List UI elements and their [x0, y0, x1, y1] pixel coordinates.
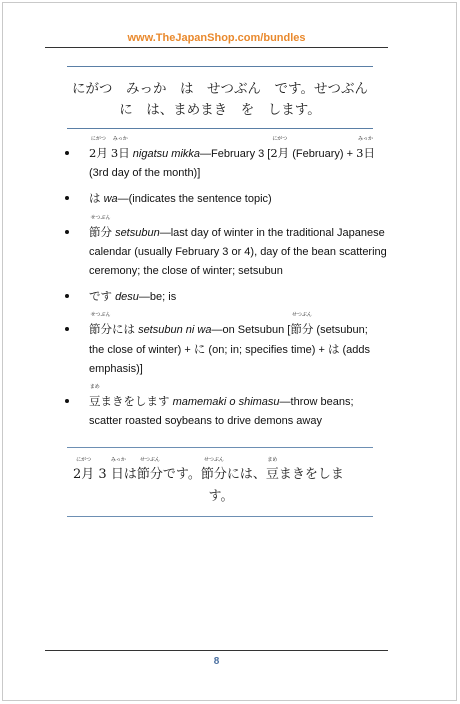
header-url[interactable]: www.TheJapanShop.com/bundles	[127, 32, 306, 44]
definition-text: calendar (usually February 3 or 4), day of the bean scattering	[89, 246, 387, 258]
furigana-reading: せつぶん	[203, 457, 224, 463]
definition-text: (February) +	[289, 148, 357, 160]
bullet-dot	[65, 230, 69, 234]
list-item-text	[89, 136, 389, 183]
definition-text: —(indicates the sentence topic)	[117, 193, 272, 205]
sentence-text: 豆	[265, 467, 279, 482]
definition-text: ceremony; the close of winter; setsubun	[89, 265, 283, 277]
furigana-reading: せつぶん	[291, 312, 312, 318]
sentence-text: 3	[98, 467, 107, 482]
furigana-reading: みっか	[358, 136, 374, 142]
definition-text: scatter roasted soybeans to drive demons away	[89, 415, 322, 427]
sentence-text: には、	[226, 467, 266, 482]
sentence-text: 節分	[200, 467, 227, 482]
title-line-1: にがつ みっか は せつぶん です。せつぶん	[72, 81, 368, 97]
definition-text: (setsubun;	[313, 324, 368, 336]
term-romaji: setsubun ni wa	[138, 324, 212, 336]
footer-rule	[45, 650, 388, 651]
definition-text: —on Setsubun [	[211, 324, 291, 336]
term-japanese: は	[89, 191, 101, 205]
list-item-text	[89, 189, 389, 209]
bottom-box-bottom-rule	[67, 516, 373, 517]
definition-text: —February 3 [	[200, 148, 271, 160]
example-sentence-line-1	[73, 457, 369, 485]
term-romaji: mamemaki o shimasu	[172, 396, 280, 408]
term-romaji: desu	[115, 291, 139, 303]
furigana-reading: みっか	[110, 457, 126, 463]
furigana-word	[270, 136, 290, 163]
example-sentence-line-2: す。	[208, 489, 234, 504]
furigana-reading: まめ	[89, 384, 100, 390]
list-item-text	[89, 312, 389, 379]
definition-text: the close of winter) +	[89, 344, 194, 356]
list-item-text	[89, 215, 389, 281]
furigana-reading: にがつ	[76, 457, 92, 463]
bullet-dot	[65, 151, 69, 155]
header-rule	[45, 47, 388, 48]
definition-text: emphasis)]	[89, 363, 143, 375]
definition-text: (on; in; specifies time) +	[205, 344, 328, 356]
bullet-dot	[65, 196, 69, 200]
bullet-dot	[65, 294, 69, 298]
furigana-word	[356, 136, 375, 163]
furigana-reading: せつぶん	[90, 312, 111, 318]
term-romaji: nigatsu mikka	[132, 148, 201, 160]
term-japanese: には	[112, 322, 135, 336]
furigana-word	[136, 457, 163, 485]
term-japanese: まきをします	[100, 394, 170, 408]
term-japanese: 節分	[89, 225, 112, 239]
term-japanese: 3日	[110, 146, 130, 160]
term-japanese: に	[193, 342, 206, 356]
furigana-word	[110, 457, 126, 485]
sentence-text: 日	[110, 467, 124, 482]
definition-text: (3rd day of the month)]	[89, 167, 201, 179]
furigana-word	[265, 457, 279, 485]
furigana-word	[200, 457, 227, 485]
bottom-box-top-rule	[67, 447, 373, 448]
bullet-dot	[65, 399, 69, 403]
sentence-text: 節分	[136, 467, 163, 482]
title-box-bottom-rule	[67, 128, 373, 129]
term-japanese: 2月	[89, 146, 108, 160]
term-japanese: 節分	[89, 322, 112, 336]
furigana-word	[110, 136, 130, 163]
term-japanese: 豆	[89, 394, 101, 408]
definition-text: —throw beans;	[279, 396, 354, 408]
sentence-text: は	[123, 467, 137, 482]
furigana-word	[89, 312, 112, 339]
title-box-top-rule	[67, 66, 373, 67]
list-item-text	[89, 384, 389, 431]
furigana-word	[89, 136, 108, 163]
term-japanese: は	[327, 342, 340, 356]
sentence-text: まきをしま	[278, 467, 344, 482]
document-page	[2, 2, 457, 701]
term-japanese: です	[89, 289, 112, 303]
furigana-word	[73, 457, 95, 485]
furigana-reading: せつぶん	[90, 215, 111, 221]
sentence-text: です。	[162, 467, 201, 482]
term-japanese: 節分	[290, 322, 314, 336]
furigana-word	[89, 384, 101, 411]
furigana-reading: にがつ	[90, 136, 106, 142]
term-romaji: setsubun	[115, 227, 160, 239]
term-japanese: 3日	[356, 146, 375, 160]
term-japanese: 2月	[270, 146, 290, 160]
definition-text: —be; is	[138, 291, 177, 303]
title-line-2: に は、まめまき を します。	[119, 102, 321, 118]
furigana-reading: せつぶん	[139, 457, 160, 463]
furigana-reading: みっか	[112, 136, 128, 142]
furigana-reading: にがつ	[272, 136, 288, 142]
page-number: 8	[213, 656, 220, 667]
bullet-dot	[65, 327, 69, 331]
term-romaji: wa	[103, 193, 118, 205]
sentence-text: 2月	[73, 467, 95, 482]
furigana-word	[290, 312, 314, 339]
furigana-reading: まめ	[267, 457, 278, 463]
furigana-word	[89, 215, 112, 242]
list-item-text	[89, 287, 389, 307]
definition-text: —last day of winter in the traditional Japanese	[159, 227, 385, 239]
definition-text: (adds	[339, 344, 371, 356]
